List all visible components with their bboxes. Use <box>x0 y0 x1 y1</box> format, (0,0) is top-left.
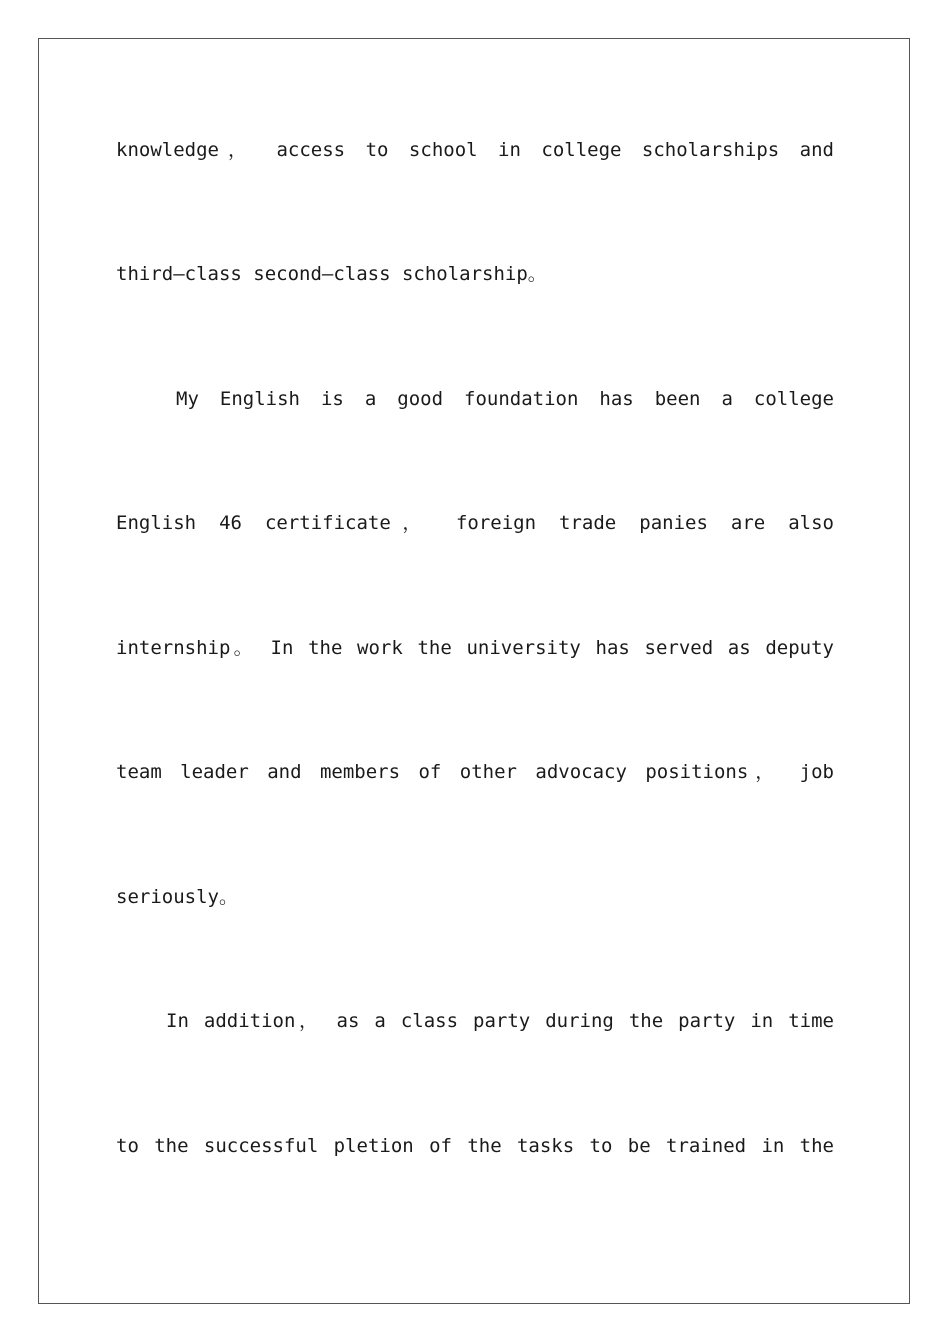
paragraph-2-first-line: My English is a good foundation has been a college <box>176 388 834 410</box>
text-line-7: seriously。 <box>116 886 238 908</box>
text-line-2: third—class second—class scholarship。 <box>116 263 547 285</box>
paragraph-3-first-line: In addition， as a class party during the party in time <box>166 1010 834 1032</box>
text-line-4: English 46 certificate， foreign trade panies are also <box>116 512 834 534</box>
text-line-5: internship。 In the work the university has served as deputy <box>116 637 834 659</box>
text-line-1: knowledge， access to school in college scholarships and <box>116 139 834 161</box>
text-line-9: to the successful pletion of the tasks to be trained in the <box>116 1135 834 1157</box>
page-frame <box>38 38 910 1304</box>
text-line-6: team leader and members of other advocacy positions， job <box>116 761 834 783</box>
